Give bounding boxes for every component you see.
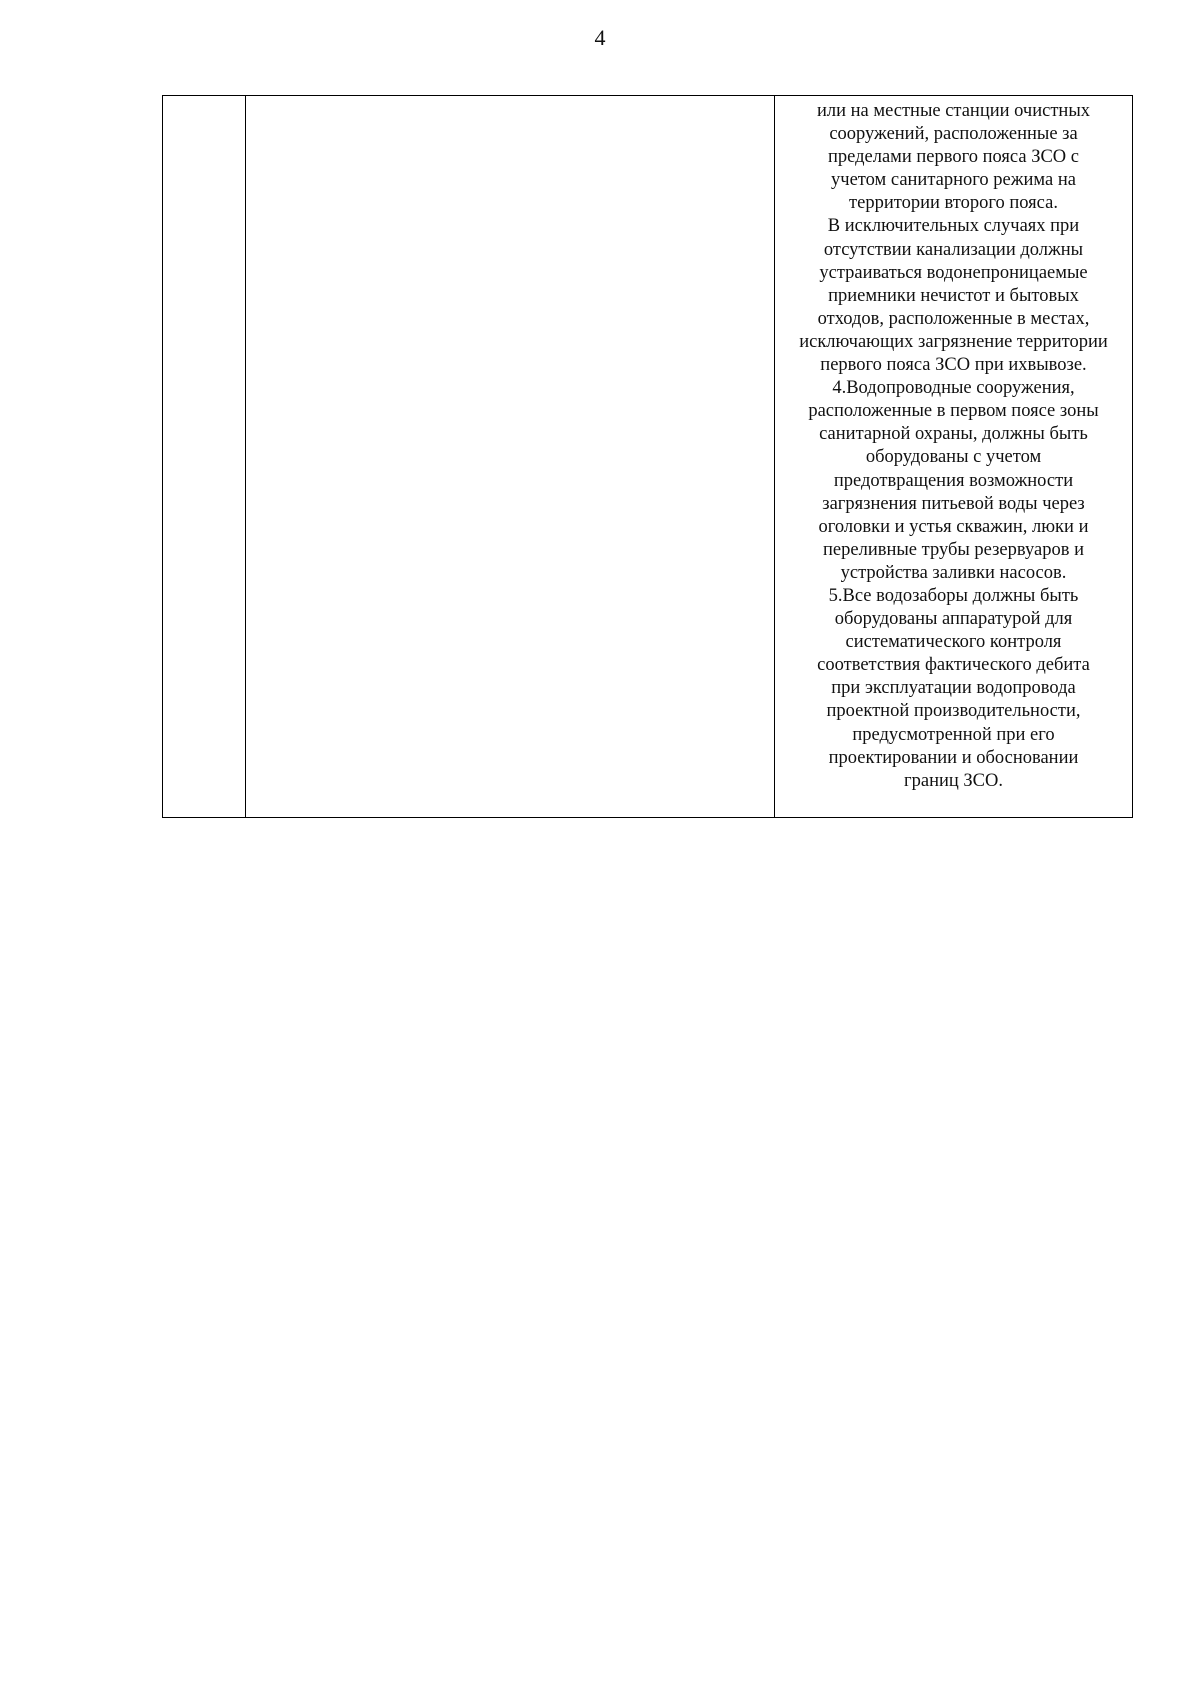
requirements-line: оборудованы с учетом xyxy=(865,447,1042,468)
table-cell-requirements xyxy=(775,96,1133,818)
requirements-line: В исключительных случаях при xyxy=(827,216,1080,237)
requirements-line: санитарной охраны, должны быть xyxy=(819,424,1088,445)
requirements-line: оголовки и устья скважин, люки и xyxy=(818,516,1089,537)
requirements-line: устройства заливки насосов. xyxy=(840,562,1067,583)
requirements-line: при эксплуатации водопровода xyxy=(831,678,1076,699)
requirements-line: отсутствии канализации должны xyxy=(823,239,1084,260)
requirements-line: первого пояса ЗСО при ихвывозе. xyxy=(820,355,1087,376)
requirements-line: или на местные станции очистных xyxy=(816,101,1091,121)
requirements-line: расположенные в первом поясе зоны xyxy=(808,401,1099,422)
requirements-line: устраиваться водонепроницаемые xyxy=(819,262,1088,283)
table-cell-number xyxy=(163,96,246,818)
requirements-text xyxy=(775,96,1132,793)
requirements-line: пределами первого пояса ЗСО с xyxy=(827,147,1080,168)
requirements-line: соответствия фактического дебита xyxy=(817,655,1090,676)
requirements-line: территории второго пояса. xyxy=(849,193,1058,214)
requirements-line: границ ЗСО. xyxy=(904,770,1003,791)
requirements-line: систематического контроля xyxy=(845,632,1062,653)
requirements-line: проектной производительности, xyxy=(826,701,1081,722)
table-cell-description xyxy=(246,96,775,818)
requirements-line: приемники нечистот и бытовых xyxy=(828,285,1079,306)
table-row xyxy=(163,96,1133,818)
requirements-line: предотвращения возможности xyxy=(833,470,1074,491)
requirements-line: 5.Все водозаборы должны быть xyxy=(828,585,1079,606)
requirements-line: загрязнения питьевой воды через xyxy=(822,493,1085,514)
page-number: 4 xyxy=(594,25,606,50)
requirements-line: сооружений, расположенные за xyxy=(829,124,1078,145)
requirements-line: 4.Водопроводные сооружения, xyxy=(832,378,1075,399)
requirements-line: оборудованы аппаратурой для xyxy=(834,609,1073,630)
document-table xyxy=(162,95,1133,818)
requirements-line: исключающих загрязнение территории xyxy=(799,331,1108,352)
requirements-line: проектировании и обосновании xyxy=(828,747,1079,768)
requirements-line: переливные трубы резервуаров и xyxy=(823,539,1084,560)
requirements-line: учетом санитарного режима на xyxy=(831,170,1076,191)
requirements-line: отходов, расположенные в местах, xyxy=(817,308,1090,329)
requirements-line: предусмотренной при его xyxy=(852,724,1055,745)
